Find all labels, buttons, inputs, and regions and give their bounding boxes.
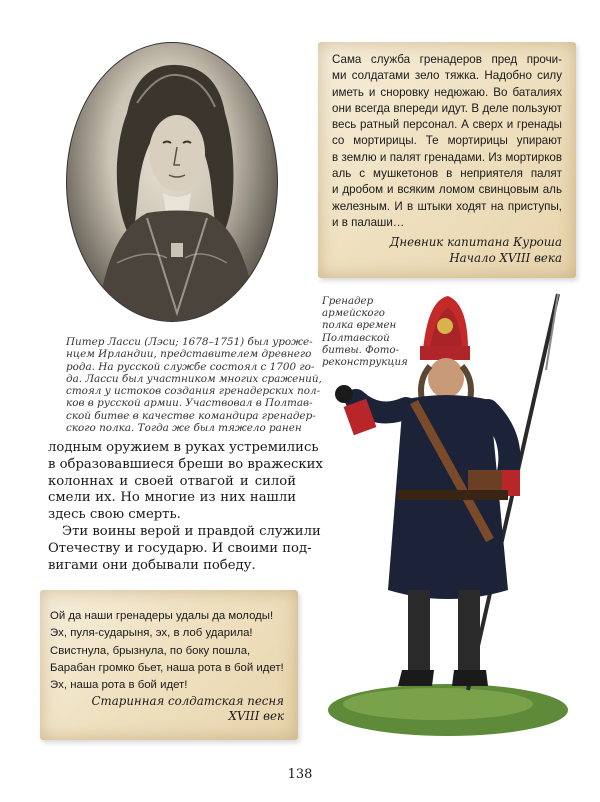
diary-line: они всегда впереди идут. В деле пользуют <box>332 101 562 115</box>
diary-signature <box>390 234 562 266</box>
diary-line: ми солдатами зело тяжка. Надобно силу <box>332 69 562 83</box>
caption-line: армейского <box>322 308 385 320</box>
page-number: 138 <box>287 767 313 782</box>
caption-line: Полтавской <box>322 332 390 344</box>
song-signature-title: Старинная солдатская песня <box>91 694 284 708</box>
body-line: лодным оружием в руках устремились <box>48 440 319 455</box>
song-line: Эх, пуля-сударыня, эх, в лоб ударила! <box>50 627 253 640</box>
caption-line: рода. На русской службе состоял с 1700 го- <box>66 360 315 373</box>
caption-line: стоял у истоков создания гренадерских пол- <box>66 385 321 398</box>
caption-line: битвы. Фото- <box>322 344 399 356</box>
song-signature <box>92 694 284 724</box>
song-signature-century: XVIII век <box>228 709 284 723</box>
portrait-engraving <box>67 43 277 321</box>
caption-line: ков в русской армии. Участвовал в Полтав- <box>66 397 313 410</box>
diary-line: аль с мушкетонов в неприятеля палят <box>332 167 562 181</box>
diary-signature-date: Начало XVIII века <box>449 251 562 265</box>
caption-line: ского полка. Тогда же был тяжело ранен <box>66 422 302 435</box>
main-text <box>48 440 323 574</box>
song-line: Эх, наша рота в бой идет! <box>50 679 188 692</box>
diary-text <box>332 52 562 231</box>
diary-line: в землю и палят гренадами. Из мортирков <box>332 150 562 164</box>
portrait-caption <box>66 336 322 435</box>
body-line: Эти воины верой и правдой служили <box>62 523 321 539</box>
caption-line: да. Ласси был участником многих сражений, <box>66 372 322 385</box>
grenadier-illustration <box>318 290 580 750</box>
body-line: Отечеству и государю. И своими под- <box>48 540 312 556</box>
portrait-lassi <box>66 42 278 322</box>
body-line: колоннах и своей отвагой и силой <box>48 473 296 489</box>
diary-line: со мортирицы. Те мортирицы упирают <box>332 134 562 148</box>
song-line: Барабан громко бьет, наша рота в бой идет! <box>50 661 284 674</box>
body-line: здесь свою смерть. <box>48 507 181 523</box>
song-line: Ой да наши гренадеры удалы да молоды! <box>50 610 274 622</box>
caption-line: реконструкция <box>322 357 408 369</box>
diary-signature-author: Дневник капитана Куроша <box>389 235 562 249</box>
diary-line: иметь и сноровку недюжаю. Во баталиях <box>332 85 562 99</box>
song-text <box>50 608 294 694</box>
diary-line: Сама служба гренадеров пред прочи- <box>332 53 562 66</box>
diary-line: и дробом и всяким ломом свинцовым аль <box>332 183 562 197</box>
diary-quote-box <box>318 42 576 278</box>
caption-line: ской битве в качестве командира гренадер- <box>66 409 316 422</box>
diary-line: весь ратный персонал. А сверх и гренады <box>332 118 562 132</box>
song-quote-box <box>40 590 298 740</box>
song-line: Свистнула, брызнула, по боку пошла, <box>50 644 251 657</box>
diary-line: железным. И в штыки ходят на приступы, <box>332 199 562 213</box>
caption-line: Гренадер <box>322 296 374 307</box>
body-line: вигами они добывали победу. <box>48 557 256 573</box>
grenadier-figure <box>318 290 580 750</box>
body-line: в образовавшиеся бреши во вражеских <box>48 456 323 472</box>
caption-line: Питер Ласси (Лэси; 1678–1751) был уроже- <box>66 336 313 348</box>
caption-line: нцем Ирландии, представителем древнего <box>66 348 312 361</box>
body-line: смели их. Но многие из них нашли <box>48 490 296 506</box>
caption-line: полка времен <box>322 320 397 332</box>
diary-line: и в палаши… <box>332 215 405 229</box>
